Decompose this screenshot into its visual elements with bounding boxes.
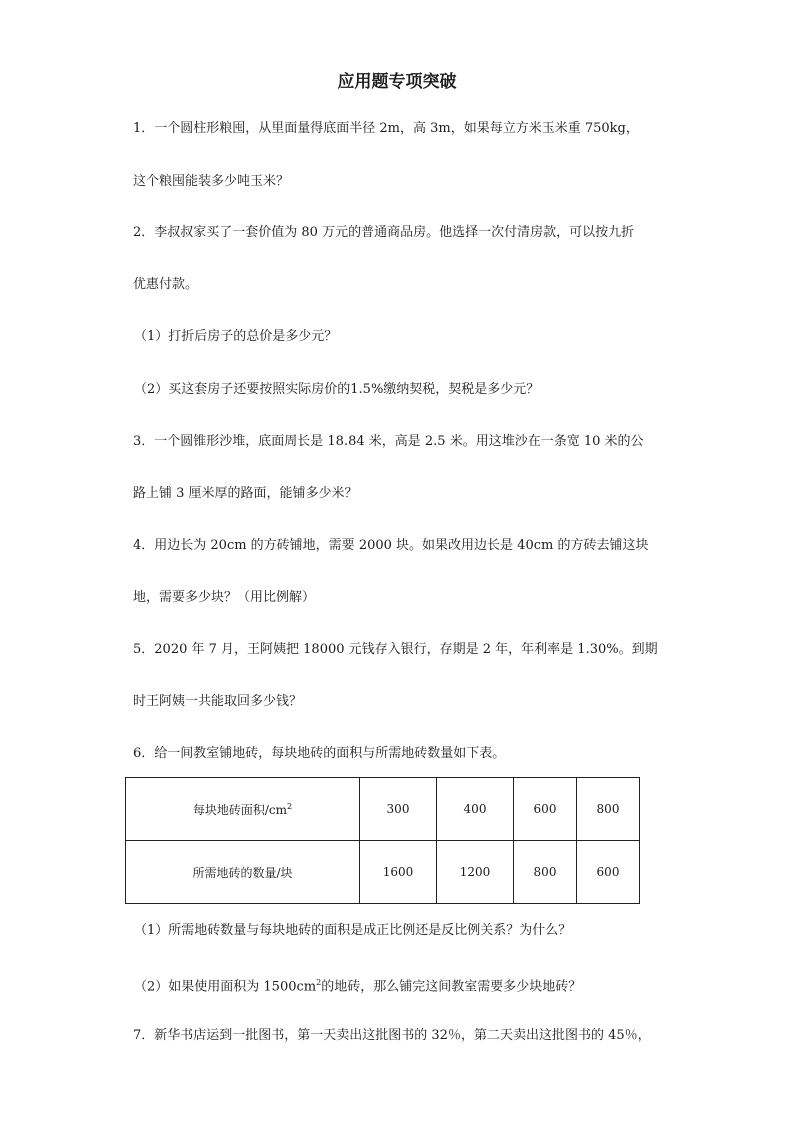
row1-unit-sup: 2 xyxy=(287,801,293,811)
table-row xyxy=(126,778,640,841)
table-cell: 1600 xyxy=(360,841,437,904)
page-title: 应用题专项突破 xyxy=(337,72,457,92)
table-cell: 300 xyxy=(360,778,437,841)
table-cell: 400 xyxy=(437,778,514,841)
q6-sub1: （1）所需地砖数量与每块地砖的面积是成正比例还是反比例关系？为什么？ xyxy=(134,923,572,938)
table-cell: 600 xyxy=(577,841,640,904)
q2-line2: 优惠付款。 xyxy=(133,277,199,292)
q2-sub1: （1）打折后房子的总价是多少元？ xyxy=(134,329,338,344)
q1-line1: 1．一个圆柱形粮囤，从里面量得底面半径 2m，高 3m，如果每立方米玉米重 750kg， xyxy=(133,121,639,136)
q2-sub2: （2）买这套房子还要按照实际房价的1.5%缴纳契税，契税是多少元？ xyxy=(134,382,540,397)
q4-line2: 地，需要多少块？（用比例解） xyxy=(133,590,316,605)
q6-sub2-suffix: 的地砖，那么铺完这间教室需要多少块地砖？ xyxy=(321,979,582,995)
row1-label: 每块地砖面积/ xyxy=(192,802,269,817)
row2-header: 所需地砖的数量/块 xyxy=(126,841,360,904)
table-cell: 800 xyxy=(577,778,640,841)
q2-line1: 2．李叔叔家买了一套价值为 80 万元的普通商品房。他选择一次付清房款，可以按九折 xyxy=(133,225,635,240)
table-cell: 1200 xyxy=(437,841,514,904)
table-row xyxy=(126,841,640,904)
q3-line2: 路上铺 3 厘米厚的路面，能铺多少米？ xyxy=(133,486,358,501)
q6-sub2-prefix: （2）如果使用面积为 1500cm xyxy=(134,979,317,995)
q6-sub2-sup: 2 xyxy=(316,978,322,987)
q5-line1: 5．2020 年 7 月，王阿姨把 18000 元钱存入银行，存期是 2 年，年利率是 1.30%。到期 xyxy=(133,642,658,657)
q6-sub2 xyxy=(134,973,581,997)
q3-line1: 3．一个圆锥形沙堆，底面周长是 18.84 米，高是 2.5 米。用这堆沙在一条宽 10 米的公 xyxy=(133,434,644,449)
tile-table xyxy=(125,777,640,904)
q4-line1: 4．用边长为 20cm 的方砖铺地，需要 2000 块。如果改用边长是 40cm 的方砖去铺这块 xyxy=(133,538,649,553)
row1-unit: cm xyxy=(268,802,288,817)
table-cell: 600 xyxy=(514,778,577,841)
q1-line2: 这个粮囤能装多少吨玉米？ xyxy=(133,174,290,189)
q7-line1: 7．新华书店运到一批图书，第一天卖出这批图书的 32％，第二天卖出这批图书的 45％， xyxy=(133,1028,651,1043)
q6-line1: 6．给一间教室铺地砖，每块地砖的面积与所需地砖数量如下表。 xyxy=(133,746,506,761)
table-cell: 800 xyxy=(514,841,577,904)
row1-header xyxy=(126,778,360,841)
q5-line2: 时王阿姨一共能取回多少钱？ xyxy=(133,694,303,709)
